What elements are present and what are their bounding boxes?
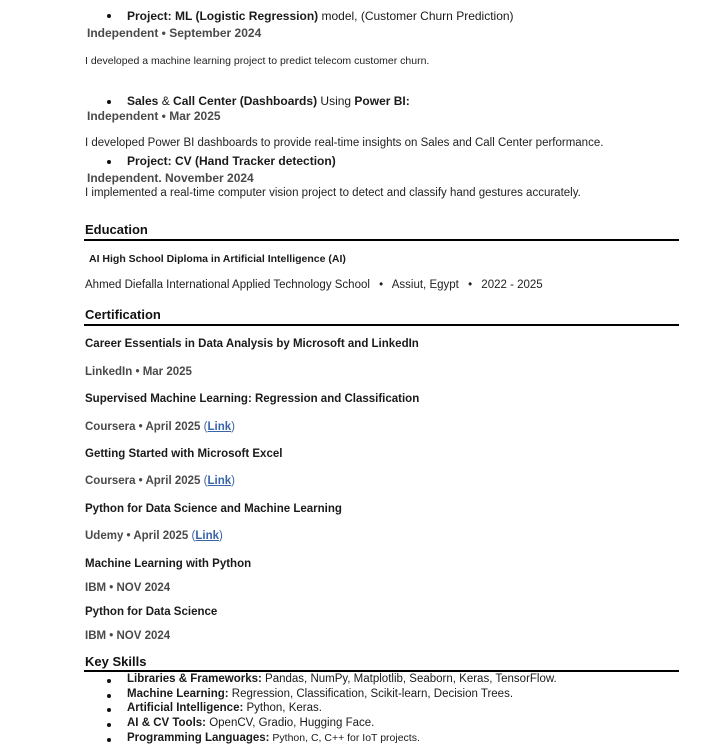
- project-title-bold: Power BI:: [354, 94, 410, 108]
- link-paren: (: [203, 421, 208, 433]
- cert-meta: LinkedIn • Mar 2025: [85, 366, 192, 378]
- bullet: [107, 723, 111, 727]
- project-title-bold: Sales: [127, 94, 159, 108]
- skill-value: Python, C, C++ for IoT projects.: [269, 732, 420, 744]
- cert-meta: IBM • NOV 2024: [85, 630, 171, 642]
- education-degree: AI High School Diploma in Artificial Intelligence (AI): [89, 253, 346, 265]
- bullet: [107, 694, 111, 698]
- project-description: I developed a machine learning project to predict telecom customer churn.: [85, 55, 430, 67]
- cert-title: Getting Started with Microsoft Excel: [85, 448, 283, 460]
- project-title: [127, 94, 410, 108]
- separator: •: [379, 279, 384, 291]
- bullet: [107, 708, 111, 712]
- bullet: [107, 738, 111, 742]
- skill-item: [127, 702, 322, 714]
- project-title-rest: model, (Customer Churn Prediction): [318, 9, 514, 23]
- education-school: Ahmed Diefalla International Applied Technology School: [85, 279, 370, 291]
- cert-link[interactable]: Link: [195, 530, 219, 542]
- project-title-text: &: [158, 94, 174, 108]
- cert-title: Python for Data Science: [85, 606, 218, 618]
- link-paren: ): [219, 530, 223, 542]
- skill-label: Artificial Intelligence:: [127, 702, 244, 714]
- cert-meta-line: [85, 421, 235, 433]
- cert-title: Python for Data Science and Machine Learning: [85, 503, 342, 515]
- link-paren: ): [231, 421, 235, 433]
- section-heading-education: Education: [85, 222, 148, 237]
- cert-meta: Coursera • April 2025: [85, 421, 201, 433]
- bullet: [107, 679, 111, 683]
- project-title: Project: CV (Hand Tracker detection): [127, 154, 336, 168]
- project-meta: Independent • September 2024: [87, 26, 262, 40]
- skill-value: Pandas, NumPy, Matplotlib, Seaborn, Keras, TensorFlow.: [261, 673, 557, 685]
- project-title: [127, 9, 514, 23]
- skill-value: Python, Keras.: [243, 702, 322, 714]
- project-meta: Independent • Mar 2025: [87, 109, 221, 123]
- bullet: [107, 160, 111, 164]
- skill-item: [127, 673, 557, 685]
- skill-item: [127, 732, 420, 744]
- education-years: 2022 - 2025: [481, 279, 543, 291]
- skill-label: AI & CV Tools:: [127, 717, 207, 729]
- education-school-line: [85, 279, 543, 291]
- cert-meta-line: [85, 530, 223, 542]
- link-paren: (: [203, 475, 208, 487]
- project-meta: Independent. November 2024: [87, 171, 254, 185]
- skill-value: OpenCV, Gradio, Hugging Face.: [206, 717, 375, 729]
- project-title-text: Using: [317, 94, 355, 108]
- cert-title: Career Essentials in Data Analysis by Microsoft and LinkedIn: [85, 338, 419, 350]
- project-description: I implemented a real-time computer vision project to detect and classify hand gestures accurately.: [85, 187, 581, 199]
- link-paren: ): [231, 475, 235, 487]
- cert-meta: Udemy • April 2025: [85, 530, 189, 542]
- cert-title: Machine Learning with Python: [85, 558, 252, 570]
- section-divider: [84, 670, 679, 672]
- cert-link[interactable]: Link: [207, 421, 232, 433]
- section-heading-certification: Certification: [85, 307, 161, 322]
- bullet: [107, 100, 111, 104]
- section-heading-skills: Key Skills: [85, 654, 147, 669]
- cert-title: Supervised Machine Learning: Regression and Classification: [85, 393, 420, 405]
- bullet: [107, 14, 111, 18]
- section-divider: [84, 324, 679, 326]
- skill-label: Libraries & Frameworks:: [127, 673, 262, 685]
- cert-meta: IBM • NOV 2024: [85, 582, 171, 594]
- education-location: Assiut, Egypt: [391, 279, 459, 291]
- cert-meta-line: [85, 475, 235, 487]
- link-paren: (: [191, 530, 196, 542]
- skill-value: Regression, Classification, Scikit-learn, Decision Trees.: [228, 688, 514, 700]
- skill-item: [127, 688, 513, 700]
- project-title-bold: Call Center (Dashboards): [173, 94, 318, 108]
- project-title-bold: Project: ML (Logistic Regression): [127, 9, 319, 23]
- project-description: I developed Power BI dashboards to provide real-time insights on Sales and Call Center performance.: [85, 137, 604, 149]
- skill-label: Programming Languages:: [127, 732, 270, 744]
- cert-meta: Coursera • April 2025: [85, 475, 201, 487]
- section-divider: [84, 239, 679, 241]
- separator: •: [468, 279, 473, 291]
- skill-label: Machine Learning:: [127, 688, 229, 700]
- skill-item: [127, 717, 374, 729]
- cert-link[interactable]: Link: [207, 475, 232, 487]
